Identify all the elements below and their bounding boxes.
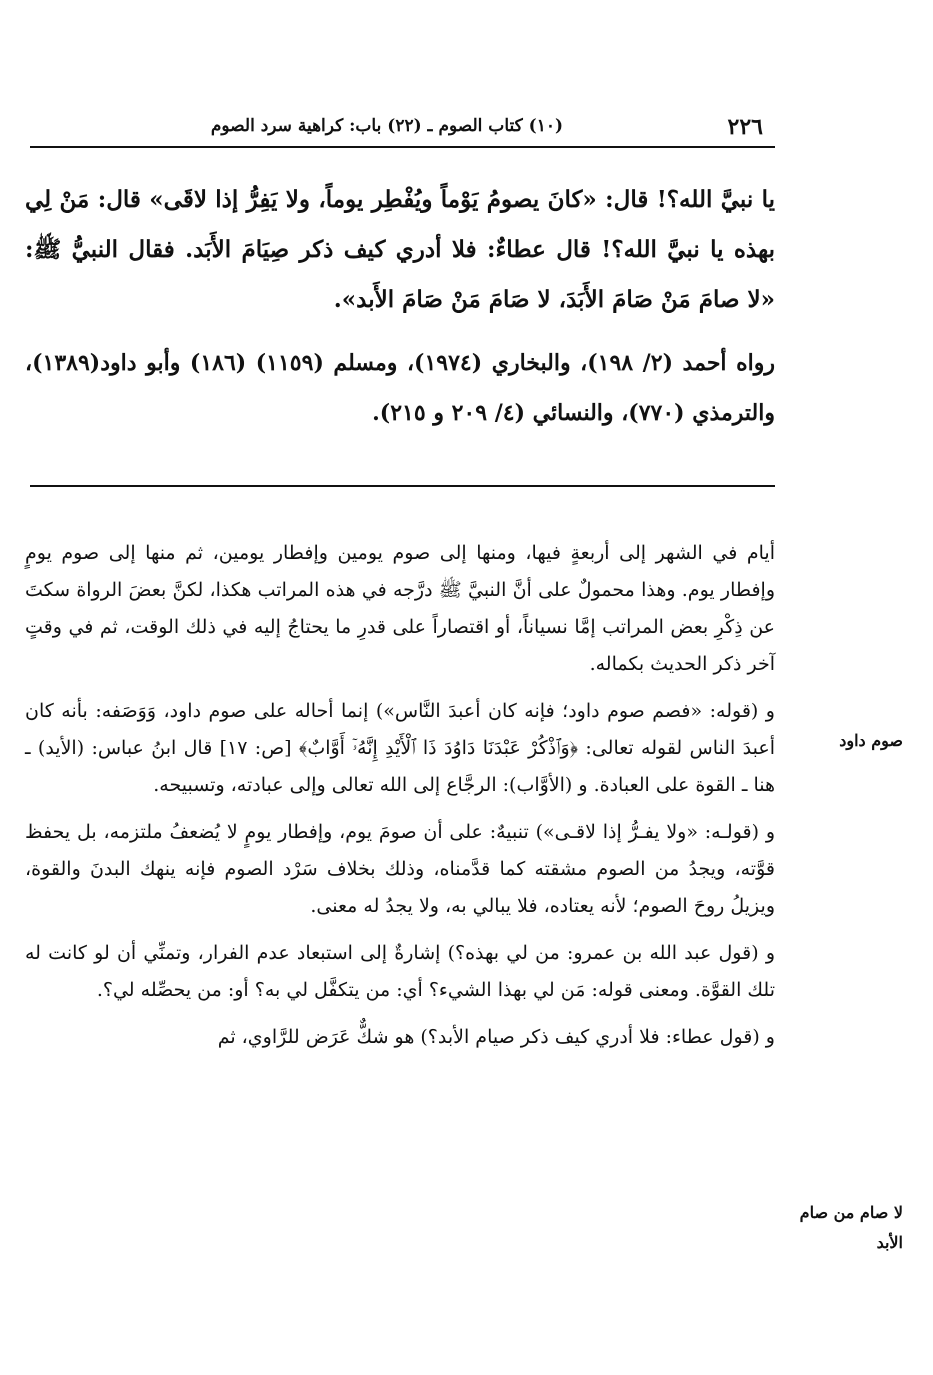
hadith-text: يا نبيَّ الله؟! قال: «كانَ يصومُ يَوْماً ويُفْطِر يوماً، ولا يَفِرُّ إذا لاقَى» قال: مَنْ لِي بهذه يا نبيَّ الله؟! قال عطاءٌ: فلا أدري كيف ذكر صِيَامَ الأَبَد. فقال النبيُّ ﷺ: «لا صامَ مَنْ صَامَ الأَبَدَ، لا صَامَ مَنْ صَامَ الأَبد».	[25, 186, 775, 313]
commentary-section	[25, 535, 775, 1066]
page-header	[28, 108, 773, 148]
commentary-paragraph: و (قول عبد الله بن عمرو: من لي بهذه؟) إشارةٌ إلى استبعاد عدم الفرار، وتمنِّي أن لو كانت له تلك القوَّة. ومعنى قوله: مَن لي بهذا الشيء؟ أي: من يتكفَّل لي به؟ أو: من يحصِّله لي؟.	[25, 942, 775, 1001]
commentary-paragraph: و (قولـه: «ولا يفـرُّ إذا لاقـى») تنبيهٌ: على أن صومَ يوم، وإفطار يومٍ لا يُضعفُ ملتزمه، بل يحفظ قوَّته، ويجدُ من الصوم مشقته كما قدَّمناه، وذلك بخلاف سَرْد الصوم فإنه ينهك البدنَ والقوة، ويزيلُ روحَ الصوم؛ لأنه يعتاده، فلا يبالي به، ولا يجدُ له معنى.	[25, 821, 775, 917]
page-number: ٢٢٦	[727, 114, 763, 140]
footnote-separator	[30, 485, 775, 487]
header-rule	[30, 146, 775, 148]
commentary-paragraph: و (قوله: «فصم صوم داود؛ فإنه كان أعبدَ النَّاس») إنما أحاله على صوم داود، وَوَصَفه: بأنه كان أعبدَ الناس لقوله تعالى: ﴿وَٱذْكُرْ عَبْدَنَا دَاوُدَ ذَا ٱلْأَيْدِ إِنَّهُۥٓ أَوَّابٌ﴾ [ص: ١٧] قال ابنُ عباس: (الأيد) ـ هنا ـ القوة على العبادة. و (الأوَّاب): الرجَّاع إلى الله تعالى وإلى عبادته، وتسبيحه.	[25, 700, 775, 796]
margin-note-sawm-dawud: صوم داود	[839, 731, 903, 750]
takhrij-text: رواه أحمد (٢/ ١٩٨)، والبخاري (١٩٧٤)، ومسلم (١١٥٩) (١٨٦) وأبو داود(١٣٨٩)، والترمذي (٧٧٠)، والنسائي (٤/ ٢٠٩ و ٢١٥).	[25, 350, 775, 426]
commentary-paragraph: أيام في الشهر إلى أربعةٍ فيها، ومنها إلى صوم يومين وإفطار يومين، ثم منها إلى صوم يومٍ وإفطار يوم. وهذا محمولٌ على أنَّ النبيَّ ﷺ درَّجه في هذه المراتب هكذا، لكنَّ بعضَ الرواة سكتَ عن ذِكْرِ بعض المراتب إمَّا نسياناً، أو اقتصاراً على قدرِ ما يحتاجُ إليه في ذلك الوقت، ثم في وقتٍ آخر ذكر الحديث بكماله.	[25, 542, 775, 675]
commentary-paragraph: و (قول عطاء: فلا أدري كيف ذكر صيام الأبد؟) هو شكٌّ عَرَض للرَّاوي، ثم	[217, 1026, 775, 1048]
running-title: (١٠) كتاب الصوم ـ (٢٢) باب: كراهية سرد الصوم	[210, 116, 563, 136]
margin-note-la-sam: لا صام من صام الأبد	[799, 1203, 903, 1252]
